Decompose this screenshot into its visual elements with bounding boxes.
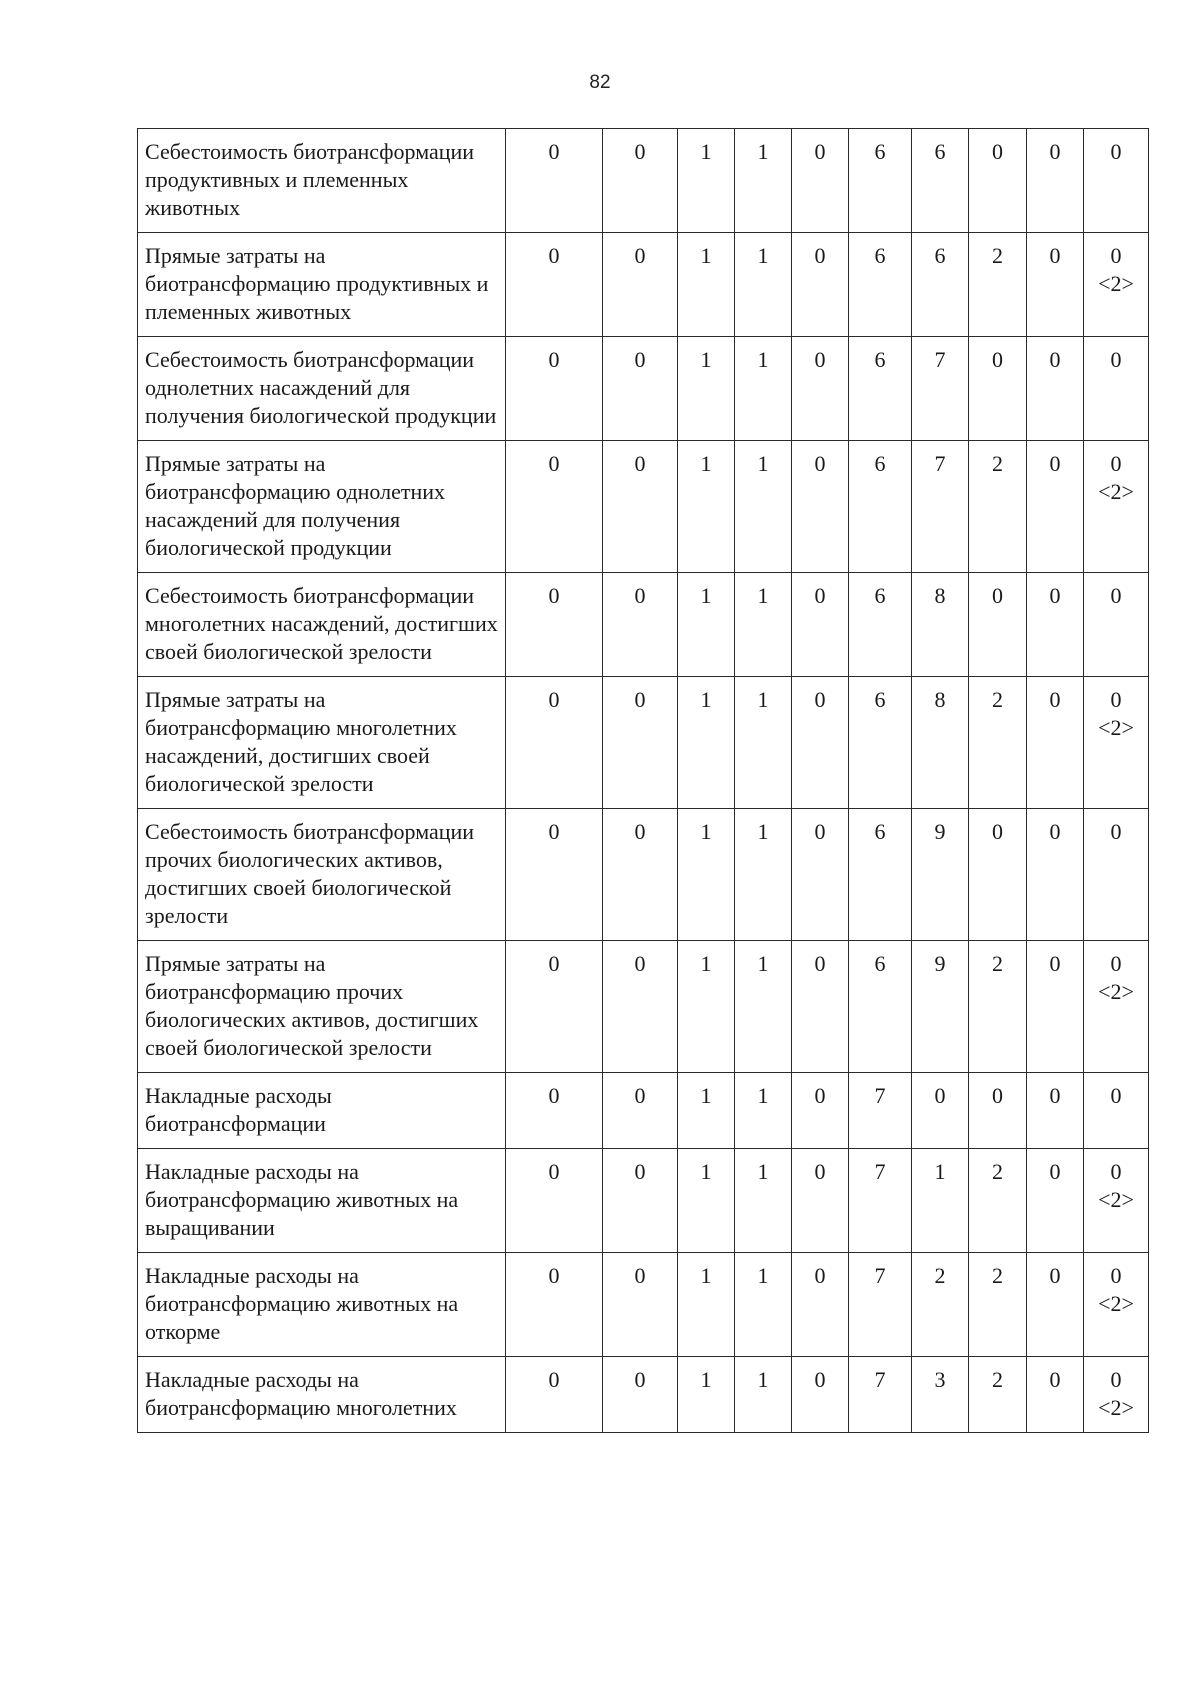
code-digit: 7	[874, 1083, 886, 1108]
footnote-marker: <2>	[1098, 979, 1134, 1004]
code-digit: 2	[992, 243, 1003, 268]
code-digit-cell	[792, 677, 849, 809]
code-digit: 1	[757, 583, 769, 608]
code-digit: 1	[700, 347, 712, 372]
code-digit: 2	[992, 1263, 1003, 1288]
code-digit-cell	[603, 129, 678, 233]
code-digit-cell	[969, 233, 1027, 337]
code-digit: 0	[634, 1263, 646, 1288]
code-digit-cell	[792, 573, 849, 677]
code-digit-cell	[1027, 1149, 1084, 1253]
code-digit-cell	[506, 1253, 603, 1357]
code-digit: 1	[757, 1263, 769, 1288]
code-digit-cell	[678, 1357, 735, 1433]
code-digit-cell	[849, 573, 912, 677]
code-digit-cell	[678, 573, 735, 677]
code-digit: 0	[1049, 1159, 1061, 1184]
code-digit: 1	[757, 951, 769, 976]
code-digit-cell	[506, 1073, 603, 1149]
code-digit: 1	[700, 1159, 712, 1184]
code-digit: 6	[874, 951, 886, 976]
code-digit: 0	[1110, 583, 1122, 608]
code-digit-cell	[792, 233, 849, 337]
code-digit-cell	[912, 1149, 969, 1253]
code-digit-cell	[912, 941, 969, 1073]
code-digit: 1	[700, 687, 712, 712]
code-digit-cell	[506, 441, 603, 573]
code-digit: 0	[1110, 347, 1122, 372]
code-digit: 6	[874, 687, 886, 712]
code-digit: 1	[700, 451, 712, 476]
code-digit-cell	[849, 441, 912, 573]
code-digit-cell	[792, 941, 849, 1073]
footnote-marker: <2>	[1098, 715, 1134, 740]
code-digit-cell	[1084, 1073, 1149, 1149]
code-digit-cell	[1084, 1253, 1149, 1357]
code-digit: 7	[874, 1367, 886, 1392]
code-digit: 7	[874, 1263, 886, 1288]
code-digit-cell	[1084, 129, 1149, 233]
row-name-cell: Себестоимость биотрансформации продуктивных и племенных животных	[138, 129, 506, 233]
code-digit-cell	[849, 233, 912, 337]
code-digit: 0	[934, 1083, 946, 1108]
row-name-cell: Прямые затраты на биотрансформацию многолетних насаждений, достигших своей биологической зрелости	[138, 677, 506, 809]
row-name-cell: Себестоимость биотрансформации однолетних насаждений для получения биологической продукции	[138, 337, 506, 441]
code-digit: 0	[992, 583, 1003, 608]
code-digit: 6	[874, 583, 886, 608]
code-digit-cell	[912, 1073, 969, 1149]
code-digit-cell	[506, 233, 603, 337]
code-digit: 0	[548, 1263, 560, 1288]
code-digit: 0	[634, 1083, 646, 1108]
code-digit: 1	[757, 243, 769, 268]
code-digit: 6	[874, 347, 886, 372]
code-digit: 8	[934, 583, 946, 608]
code-digit-cell	[792, 129, 849, 233]
row-name-cell: Накладные расходы на биотрансформацию многолетних	[138, 1357, 506, 1433]
code-digit-cell	[1027, 941, 1084, 1073]
table-row	[138, 1357, 1149, 1433]
page-number: 82	[589, 72, 611, 93]
code-digit-cell	[678, 941, 735, 1073]
code-digit-cell	[1084, 677, 1149, 809]
code-digit: 0	[814, 1159, 826, 1184]
code-digit: 6	[874, 139, 886, 164]
code-digit-cell	[735, 573, 792, 677]
code-digit-cell	[506, 677, 603, 809]
code-digit: 0	[548, 1083, 560, 1108]
code-digit-cell	[506, 809, 603, 941]
code-digit: 0	[1049, 1367, 1061, 1392]
code-digit-cell	[735, 441, 792, 573]
code-digit-cell	[678, 129, 735, 233]
code-digit: 0	[1110, 1263, 1122, 1288]
code-digit-cell	[603, 941, 678, 1073]
code-digit: 1	[700, 1263, 712, 1288]
code-digit-cell	[735, 941, 792, 1073]
row-name-cell: Прямые затраты на биотрансформацию продуктивных и племенных животных	[138, 233, 506, 337]
code-digit: 2	[992, 1367, 1003, 1392]
code-digit-cell	[912, 337, 969, 441]
code-digit-cell	[969, 941, 1027, 1073]
code-digit-cell	[792, 1073, 849, 1149]
code-digit-cell	[849, 1073, 912, 1149]
code-digit: 0	[1110, 1159, 1122, 1184]
code-digit-cell	[678, 337, 735, 441]
code-digit-cell	[678, 809, 735, 941]
code-digit-cell	[678, 1149, 735, 1253]
code-digit: 0	[992, 139, 1003, 164]
code-digit: 9	[934, 819, 946, 844]
code-digit-cell	[1027, 1357, 1084, 1433]
code-digit-cell	[1027, 129, 1084, 233]
code-digit: 0	[814, 1263, 826, 1288]
row-name-cell: Прямые затраты на биотрансформацию однолетних насаждений для получения биологической продукции	[138, 441, 506, 573]
code-digit: 2	[992, 951, 1003, 976]
code-digit: 0	[814, 347, 826, 372]
code-digit: 0	[1110, 1367, 1122, 1392]
account-codes-table	[137, 128, 1149, 1433]
code-digit: 0	[1049, 1263, 1061, 1288]
code-digit-cell	[735, 337, 792, 441]
code-digit-cell	[969, 337, 1027, 441]
row-name-cell: Накладные расходы на биотрансформацию животных на откорме	[138, 1253, 506, 1357]
code-digit-cell	[735, 1149, 792, 1253]
table-row	[138, 941, 1149, 1073]
table-row	[138, 1149, 1149, 1253]
code-digit: 2	[934, 1263, 946, 1288]
code-digit-cell	[969, 573, 1027, 677]
code-digit-cell	[849, 129, 912, 233]
code-digit: 1	[757, 347, 769, 372]
code-digit: 0	[634, 243, 646, 268]
code-digit-cell	[849, 1253, 912, 1357]
code-digit: 0	[634, 819, 646, 844]
code-digit: 0	[814, 687, 826, 712]
code-digit: 0	[1110, 139, 1122, 164]
code-digit: 0	[1049, 583, 1061, 608]
code-digit: 0	[548, 1159, 560, 1184]
code-digit-cell	[969, 809, 1027, 941]
code-digit: 8	[934, 687, 946, 712]
code-digit-cell	[678, 1253, 735, 1357]
code-digit-cell	[1084, 809, 1149, 941]
code-digit-cell	[603, 809, 678, 941]
code-digit: 0	[1049, 1083, 1061, 1108]
code-digit: 0	[1049, 819, 1061, 844]
code-digit-cell	[912, 1357, 969, 1433]
code-digit: 2	[992, 687, 1003, 712]
code-digit-cell	[603, 1357, 678, 1433]
code-digit-cell	[792, 1149, 849, 1253]
code-digit-cell	[792, 1253, 849, 1357]
code-digit: 1	[700, 819, 712, 844]
code-digit-cell	[506, 1357, 603, 1433]
code-digit: 0	[814, 451, 826, 476]
code-digit: 0	[634, 1159, 646, 1184]
code-digit-cell	[506, 941, 603, 1073]
table-row	[138, 1253, 1149, 1357]
code-digit-cell	[735, 233, 792, 337]
footnote-marker: <2>	[1098, 271, 1134, 296]
code-digit-cell	[603, 1073, 678, 1149]
code-digit-cell	[735, 1073, 792, 1149]
code-digit: 1	[700, 951, 712, 976]
code-digit-cell	[603, 441, 678, 573]
table-row	[138, 441, 1149, 573]
code-digit: 0	[1049, 451, 1061, 476]
row-name-cell: Накладные расходы на биотрансформацию животных на выращивании	[138, 1149, 506, 1253]
footnote-marker: <2>	[1098, 1187, 1134, 1212]
code-digit-cell	[969, 1357, 1027, 1433]
code-digit-cell	[1084, 337, 1149, 441]
code-digit: 0	[814, 243, 826, 268]
code-digit-cell	[912, 441, 969, 573]
code-digit: 0	[1110, 1083, 1122, 1108]
code-digit-cell	[912, 1253, 969, 1357]
code-digit: 6	[874, 819, 886, 844]
code-digit-cell	[849, 1149, 912, 1253]
code-digit-cell	[603, 233, 678, 337]
footnote-marker: <2>	[1098, 1291, 1134, 1316]
code-digit-cell	[849, 337, 912, 441]
code-digit-cell	[735, 677, 792, 809]
code-digit: 0	[548, 347, 560, 372]
code-digit: 6	[934, 243, 946, 268]
code-digit: 1	[700, 583, 712, 608]
code-digit-cell	[1027, 809, 1084, 941]
code-digit: 6	[874, 451, 886, 476]
code-digit: 0	[634, 451, 646, 476]
code-digit-cell	[1084, 573, 1149, 677]
row-name-cell: Прямые затраты на биотрансформацию прочих биологических активов, достигших своей биологической зрелости	[138, 941, 506, 1073]
code-digit-cell	[735, 809, 792, 941]
code-digit-cell	[849, 1357, 912, 1433]
code-digit-cell	[506, 1149, 603, 1253]
code-digit-cell	[735, 129, 792, 233]
code-digit-cell	[912, 233, 969, 337]
code-digit: 0	[1049, 687, 1061, 712]
footnote-marker: <2>	[1098, 1395, 1134, 1420]
code-digit-cell	[849, 809, 912, 941]
code-digit: 0	[548, 687, 560, 712]
code-digit-cell	[1084, 1357, 1149, 1433]
code-digit: 0	[814, 951, 826, 976]
code-digit-cell	[792, 441, 849, 573]
code-digit-cell	[792, 809, 849, 941]
code-digit-cell	[1027, 337, 1084, 441]
code-digit: 0	[634, 1367, 646, 1392]
code-digit: 0	[1110, 687, 1122, 712]
code-digit: 0	[634, 347, 646, 372]
code-digit: 0	[1110, 243, 1122, 268]
code-digit: 0	[634, 951, 646, 976]
code-digit: 1	[757, 139, 769, 164]
code-digit: 3	[934, 1367, 946, 1392]
code-digit-cell	[603, 1253, 678, 1357]
code-digit-cell	[792, 1357, 849, 1433]
code-digit-cell	[969, 677, 1027, 809]
code-digit: 0	[634, 139, 646, 164]
code-digit: 1	[757, 1083, 769, 1108]
code-digit-cell	[1084, 233, 1149, 337]
code-digit: 1	[700, 139, 712, 164]
code-digit: 0	[992, 819, 1003, 844]
code-digit-cell	[1084, 441, 1149, 573]
code-digit-cell	[735, 1357, 792, 1433]
code-digit-cell	[603, 677, 678, 809]
code-digit-cell	[506, 129, 603, 233]
code-digit: 0	[814, 139, 826, 164]
table-row	[138, 573, 1149, 677]
code-digit-cell	[912, 677, 969, 809]
table-body	[138, 129, 1149, 1433]
table-row	[138, 1073, 1149, 1149]
table-row	[138, 677, 1149, 809]
code-digit-cell	[603, 573, 678, 677]
code-digit: 7	[934, 451, 946, 476]
code-digit-cell	[1027, 233, 1084, 337]
code-digit: 1	[757, 1367, 769, 1392]
code-digit: 1	[700, 1083, 712, 1108]
code-digit-cell	[969, 1253, 1027, 1357]
code-digit-cell	[849, 677, 912, 809]
code-digit-cell	[678, 233, 735, 337]
code-digit: 0	[1110, 451, 1122, 476]
code-digit-cell	[1027, 1073, 1084, 1149]
code-digit: 0	[548, 451, 560, 476]
code-digit: 7	[934, 347, 946, 372]
code-digit: 0	[814, 583, 826, 608]
code-digit-cell	[603, 337, 678, 441]
code-digit: 0	[548, 243, 560, 268]
code-digit: 9	[934, 951, 946, 976]
code-digit-cell	[506, 573, 603, 677]
code-digit: 0	[814, 1083, 826, 1108]
code-digit: 0	[634, 687, 646, 712]
code-digit-cell	[1084, 1149, 1149, 1253]
code-digit-cell	[1027, 1253, 1084, 1357]
code-digit: 6	[874, 243, 886, 268]
code-digit: 0	[548, 139, 560, 164]
code-digit: 0	[992, 347, 1003, 372]
row-name-cell: Накладные расходы биотрансформации	[138, 1073, 506, 1149]
code-digit-cell	[506, 337, 603, 441]
code-digit-cell	[969, 1073, 1027, 1149]
code-digit-cell	[912, 809, 969, 941]
code-digit-cell	[912, 129, 969, 233]
table-row	[138, 337, 1149, 441]
code-digit: 0	[548, 951, 560, 976]
code-digit-cell	[912, 573, 969, 677]
row-name-cell: Себестоимость биотрансформации многолетних насаждений, достигших своей биологической зрелости	[138, 573, 506, 677]
code-digit-cell	[1084, 941, 1149, 1073]
table-row	[138, 809, 1149, 941]
code-digit: 0	[814, 819, 826, 844]
code-digit: 1	[934, 1159, 946, 1184]
code-digit: 0	[1049, 951, 1061, 976]
code-digit: 0	[548, 819, 560, 844]
code-digit-cell	[1027, 441, 1084, 573]
code-digit: 0	[548, 1367, 560, 1392]
code-digit: 7	[874, 1159, 886, 1184]
code-digit: 0	[814, 1367, 826, 1392]
code-digit: 1	[757, 1159, 769, 1184]
code-digit-cell	[735, 1253, 792, 1357]
code-digit: 0	[992, 1083, 1003, 1108]
code-digit-cell	[969, 1149, 1027, 1253]
code-digit-cell	[969, 129, 1027, 233]
code-digit-cell	[792, 337, 849, 441]
code-digit: 1	[757, 687, 769, 712]
row-name-cell: Себестоимость биотрансформации прочих биологических активов, достигших своей биологической зрелости	[138, 809, 506, 941]
table-row	[138, 129, 1149, 233]
code-digit: 1	[757, 819, 769, 844]
code-digit: 1	[700, 1367, 712, 1392]
code-digit: 0	[1110, 951, 1122, 976]
code-digit-cell	[678, 677, 735, 809]
code-digit: 2	[992, 451, 1003, 476]
code-digit-cell	[969, 441, 1027, 573]
table-row	[138, 233, 1149, 337]
code-digit: 0	[548, 583, 560, 608]
code-digit: 0	[634, 583, 646, 608]
code-digit-cell	[678, 1073, 735, 1149]
code-digit-cell	[849, 941, 912, 1073]
code-digit: 0	[1049, 139, 1061, 164]
code-digit: 6	[934, 139, 946, 164]
code-digit-cell	[603, 1149, 678, 1253]
code-digit: 1	[700, 243, 712, 268]
code-digit: 0	[1110, 819, 1122, 844]
code-digit: 0	[1049, 347, 1061, 372]
code-digit: 0	[1049, 243, 1061, 268]
code-digit: 2	[992, 1159, 1003, 1184]
code-digit: 1	[757, 451, 769, 476]
code-digit-cell	[678, 441, 735, 573]
code-digit-cell	[1027, 677, 1084, 809]
code-digit-cell	[1027, 573, 1084, 677]
footnote-marker: <2>	[1098, 479, 1134, 504]
